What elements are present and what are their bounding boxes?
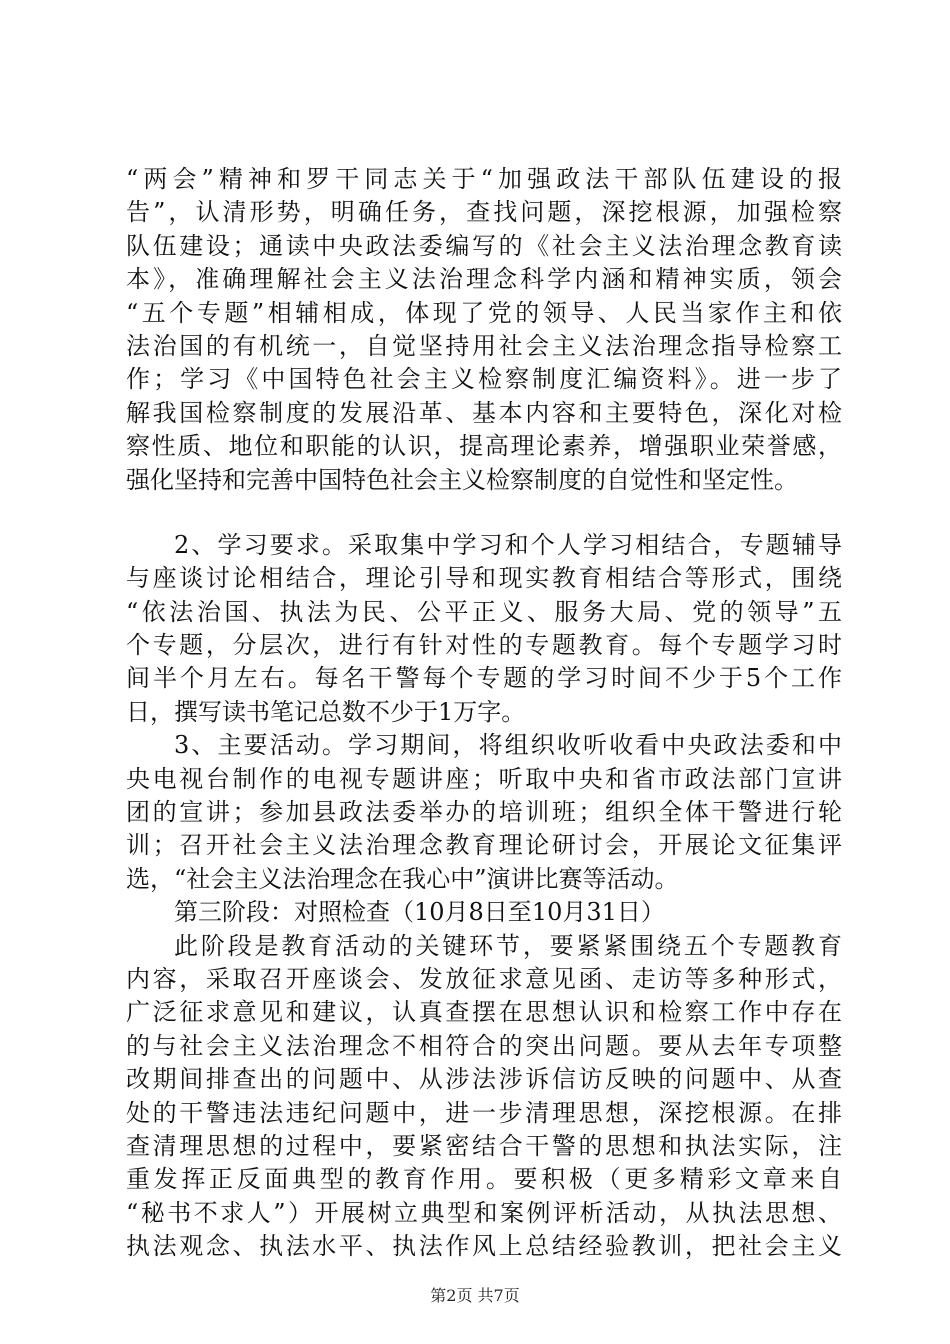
text-line: “依法治国、执法为民、公平正义、服务大局、党的领导”五 (126, 597, 842, 626)
section-heading (126, 896, 842, 929)
text-line: 第三阶段：对照检查（10月8日至10月31日） (174, 898, 665, 927)
text-line: 强化坚持和完善中国特色社会主义检察制度的自觉性和坚定性。 (126, 465, 798, 494)
text-line: 本》，准确理解社会主义法治理念科学内涵和精神实质，领会 (126, 265, 842, 294)
text-line: “秘书不求人”）开展树立典型和案例评析活动，从执法思想、 (126, 1198, 842, 1227)
text-line: 告”，认清形势，明确任务，查找问题，深挖根源，加强检察 (126, 198, 842, 227)
text-line: 与座谈讨论相结合，理论引导和现实教育相结合等形式，围绕 (126, 564, 842, 593)
text-line: 团的宣讲；参加县政法委举办的培训班；组织全体干警进行轮 (126, 798, 842, 827)
text-line: 执法观念、执法水平、执法作风上总结经验教训，把社会主义 (126, 1232, 842, 1261)
text-line: 日，撰写读书笔记总数不少于1万字。 (126, 697, 526, 726)
text-line: 解我国检察制度的发展沿革、基本内容和主要特色，深化对检 (126, 398, 842, 427)
text-line: 此阶段是教育活动的关键环节，要紧紧围绕五个专题教育 (174, 931, 842, 960)
text-line: 作；学习《中国特色社会主义检察制度汇编资料》。进一步了 (126, 365, 842, 394)
text-line: 2、学习要求。采取集中学习和个人学习相结合，专题辅导 (174, 530, 842, 559)
paragraph (126, 930, 842, 1264)
text-line: 内容，采取召开座谈会、发放征求意见函、走访等多种形式， (126, 964, 842, 993)
text-line: 重发挥正反面典型的教育作用。要积极（更多精彩文章来自 (126, 1165, 842, 1194)
text-line: 改期间排查出的问题中、从涉法涉诉信访反映的问题中、从查 (126, 1065, 842, 1094)
text-line: 训；召开社会主义法治理念教育理论研讨会，开展论文征集评 (126, 831, 842, 860)
text-line: 察性质、地位和职能的认识，提高理论素养，增强职业荣誉感， (126, 432, 842, 461)
text-line: 处的干警违法违纪问题中，进一步清理思想，深挖根源。在排 (126, 1098, 842, 1127)
document-body (126, 163, 842, 1264)
text-line: 间半个月左右。每名干警每个专题的学习时间不少于5个工作 (126, 664, 842, 693)
text-line: “五个专题”相辅相成，体现了党的领导、人民当家作主和依 (126, 298, 842, 327)
text-line: 的与社会主义法治理念不相符合的突出问题。要从去年专项整 (126, 1031, 842, 1060)
text-line: 广泛征求意见和建议，认真查摆在思想认识和检察工作中存在 (126, 998, 842, 1027)
paragraph (126, 529, 842, 729)
text-line: 队伍建设；通读中央政法委编写的《社会主义法治理念教育读 (126, 231, 842, 260)
text-line: 选，“社会主义法治理念在我心中”演讲比赛等活动。 (126, 864, 679, 893)
page-number-footer: 第2页 共7页 (430, 1286, 520, 1305)
text-line: 3、主要活动。学习期间，将组织收听收看中央政法委和中 (174, 731, 842, 760)
text-line: 个专题，分层次，进行有针对性的专题教育。每个专题学习时 (126, 631, 842, 660)
paragraph (126, 729, 842, 896)
text-line: 查清理思想的过程中，要紧密结合干警的思想和执法实际，注 (126, 1131, 842, 1160)
text-line: 法治国的有机统一，自觉坚持用社会主义法治理念指导检察工 (126, 331, 842, 360)
text-line: 央电视台制作的电视专题讲座；听取中央和省市政法部门宣讲 (126, 764, 842, 793)
paragraph-gap (126, 497, 842, 529)
text-line: “两会”精神和罗干同志关于“加强政法干部队伍建设的报 (126, 165, 842, 193)
paragraph (126, 163, 842, 497)
